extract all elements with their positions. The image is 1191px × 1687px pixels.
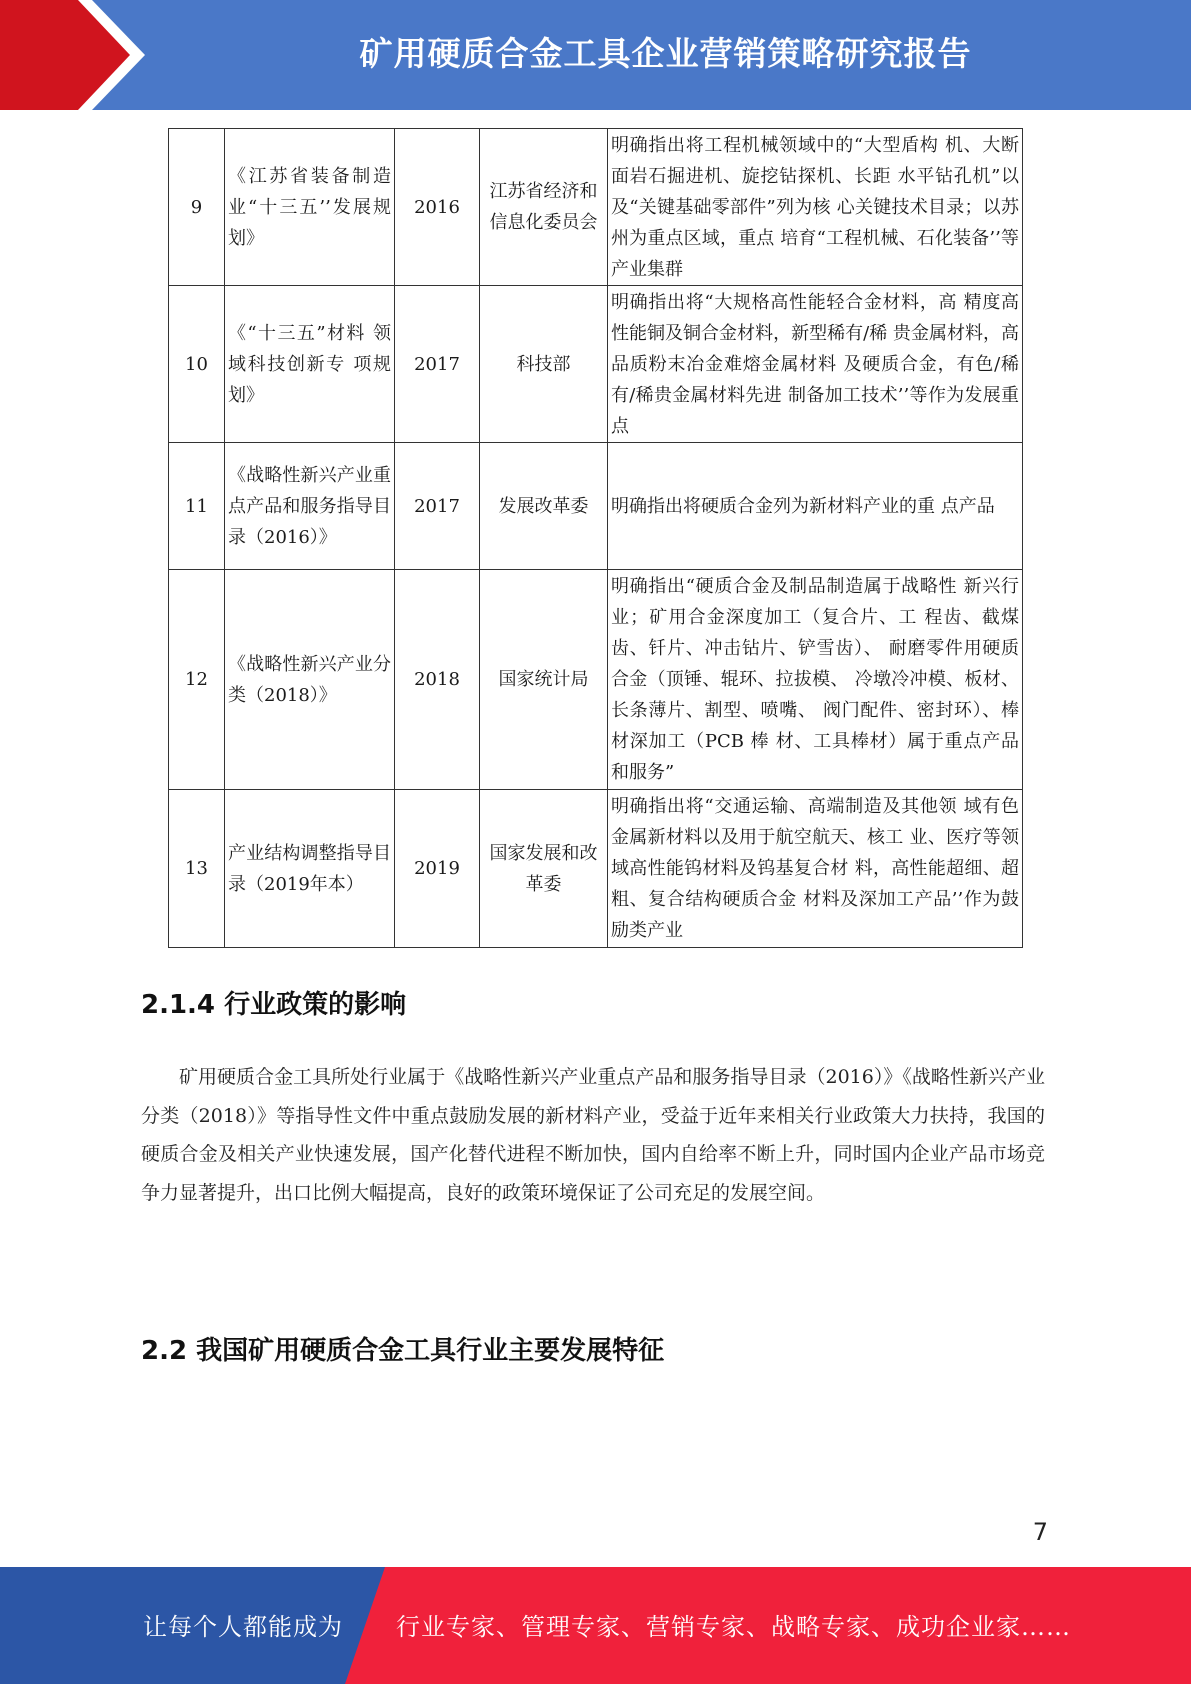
document-title: 矿用硬质合金工具企业营销策略研究报告 (359, 34, 972, 73)
policy-name: 《江苏省装备制造业“十三五’’发展规划》 (225, 129, 395, 286)
policy-year: 2018 (395, 570, 480, 790)
policy-name: 《“十三五”材料 领域科技创新专 项规划》 (225, 286, 395, 443)
section-body-paragraph: 矿用硬质合金工具所处行业属于《战略性新兴产业重点产品和服务指导目录（2016）》《战略性新兴产业分类（2018）》等指导性文件中重点鼓励发展的新材料产业，受益于近年来相关行业政策大力扶持，我国的硬质合金及相关产业快速发展，国产化替代进程不断加快，国内自给率不断上升，同时国内企业产品市场竞争力显著提升，出口比例大幅提高，良好的政策环境保证了公司充足的发展空间。 (141, 1066, 1045, 1204)
policy-year: 2017 (395, 443, 480, 570)
footer-banner (0, 1567, 1191, 1684)
table-row (169, 129, 1023, 286)
header-banner (0, 0, 1191, 110)
policy-year: 2019 (395, 790, 480, 948)
policy-year: 2016 (395, 129, 480, 286)
policy-department: 江苏省经济和信息化委员会 (480, 129, 608, 286)
table-row (169, 790, 1023, 948)
row-number: 11 (169, 443, 225, 570)
row-number: 13 (169, 790, 225, 948)
section-heading-2-1-4: 2.1.4 行业政策的影响 (141, 990, 407, 1020)
table-row (169, 570, 1023, 790)
table-row (169, 286, 1023, 443)
policy-description: 明确指出将“大规格高性能轻合金材料，高 精度高性能铜及铜合金材料，新型稀有/稀 贵金属材料，高品质粉末冶金难熔金属材料 及硬质合金，有色/稀有/稀贵金属材料先进 制备加工技术’’等作为发展重点 (608, 286, 1023, 443)
policy-name: 产业结构调整指导目录（2019年本） (225, 790, 395, 948)
policy-name: 《战略性新兴产业重点产品和服务指导目录（2016）》 (225, 443, 395, 570)
policy-department: 发展改革委 (480, 443, 608, 570)
policy-year: 2017 (395, 286, 480, 443)
table-row (169, 443, 1023, 570)
policy-description: 明确指出将工程机械领域中的“大型盾构 机、大断面岩石掘进机、旋挖钻探机、长距 水平钻孔机”以及“关键基础零部件”列为核 心关键技术目录；以苏州为重点区域，重点 培育“工程机械、石化装备’’等产业集群 (608, 129, 1023, 286)
policy-table (168, 128, 1023, 948)
policy-description: 明确指出“硬质合金及制品制造属于战略性 新兴行业；矿用合金深度加工（复合片、工 程齿、截煤齿、钎片、冲击钻片、铲雪齿）、 耐磨零件用硬质合金（顶锤、辊环、拉拔模、 冷墩冷冲模、板材、长条薄片、割型、喷嘴、 阀门配件、密封环）、棒材深加工（PCB 棒 材、工具棒材）属于重点产品和服务” (608, 570, 1023, 790)
row-number: 12 (169, 570, 225, 790)
footer-slogan-right: 行业专家、管理专家、营销专家、战略专家、成功企业家…… (396, 1613, 1071, 1641)
policy-department: 国家发展和改革委 (480, 790, 608, 948)
policy-name: 《战略性新兴产业分类（2018）》 (225, 570, 395, 790)
policy-description: 明确指出将硬质合金列为新材料产业的重 点产品 (608, 443, 1023, 570)
row-number: 9 (169, 129, 225, 286)
policy-department: 科技部 (480, 286, 608, 443)
row-number: 10 (169, 286, 225, 443)
section-heading-2-2: 2.2 我国矿用硬质合金工具行业主要发展特征 (141, 1336, 665, 1366)
page-number: 7 (1032, 1518, 1048, 1546)
policy-department: 国家统计局 (480, 570, 608, 790)
policy-description: 明确指出将“交通运输、高端制造及其他领 域有色金属新材料以及用于航空航天、核工 业、医疗等领域高性能钨材料及钨基复合材 料，高性能超细、超粗、复合结构硬质合金 材料及深加工产品’’作为鼓励类产业 (608, 790, 1023, 948)
footer-slogan-left: 让每个人都能成为 (143, 1613, 343, 1641)
header-red-arrow-icon (0, 0, 145, 110)
